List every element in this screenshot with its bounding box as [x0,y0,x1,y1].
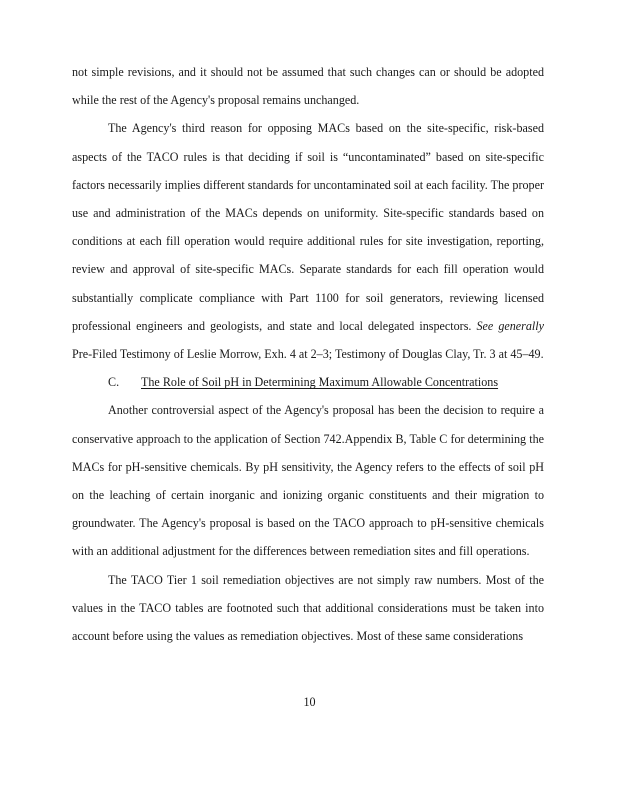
page-number: 10 [303,695,316,709]
section-heading [72,368,544,396]
paragraph-third-reason [72,114,544,368]
citation-signal: See generally [476,318,545,333]
section-letter: C. [108,375,120,390]
document-body [72,58,544,650]
paragraph-third-reason-text: The Agency's third reason for opposing MACs based on the site-specific, risk-based aspects of the TACO rules is that deciding if soil is “uncontaminated” based on site-specific factors necessarily implies different standards for uncontaminated soil at each facility. The proper use and administration of the MACs depends on uniformity. Site-specific standards based on conditions at each fill operation would require additional rules for site investigation, reporting, review and approval of site-specific MACs. Separate standards for each fill operation would substantially complicate compliance with Part 1100 for soil generators, reviewing licensed professional engineers and geologists, and state and local delegated inspectors. [72,121,544,333]
citation-text: Pre-Filed Testimony of Leslie Morrow, Exh. 4 at 2–3; Testimony of Douglas Clay, Tr. 3 at 45–49. [72,347,544,362]
paragraph-taco-tier1: The TACO Tier 1 soil remediation objectives are not simply raw numbers. Most of the values in the TACO tables are footnoted such that additional considerations must be taken into account before using the values as remediation objectives. Most of these same considerations [72,572,544,644]
section-title: The Role of Soil pH in Determining Maximum Allowable Concentrations [141,375,499,390]
paragraph-ph-approach: Another controversial aspect of the Agency's proposal has been the decision to require a conservative approach to the application of Section 742.Appendix B, Table C for determining the MACs for pH-sensitive chemicals. By pH sensitivity, the Agency refers to the effects of soil pH on the leaching of certain inorganic and ionizing organic constituents and their migration to groundwater. The Agency's proposal is based on the TACO approach to pH-sensitive chemicals with an additional adjustment for the differences between remediation sites and fill operations. [72,403,544,559]
paragraph-continuation: not simple revisions, and it should not be assumed that such changes can or should be adopted while the rest of the Agency's proposal remains unchanged. [72,65,544,108]
